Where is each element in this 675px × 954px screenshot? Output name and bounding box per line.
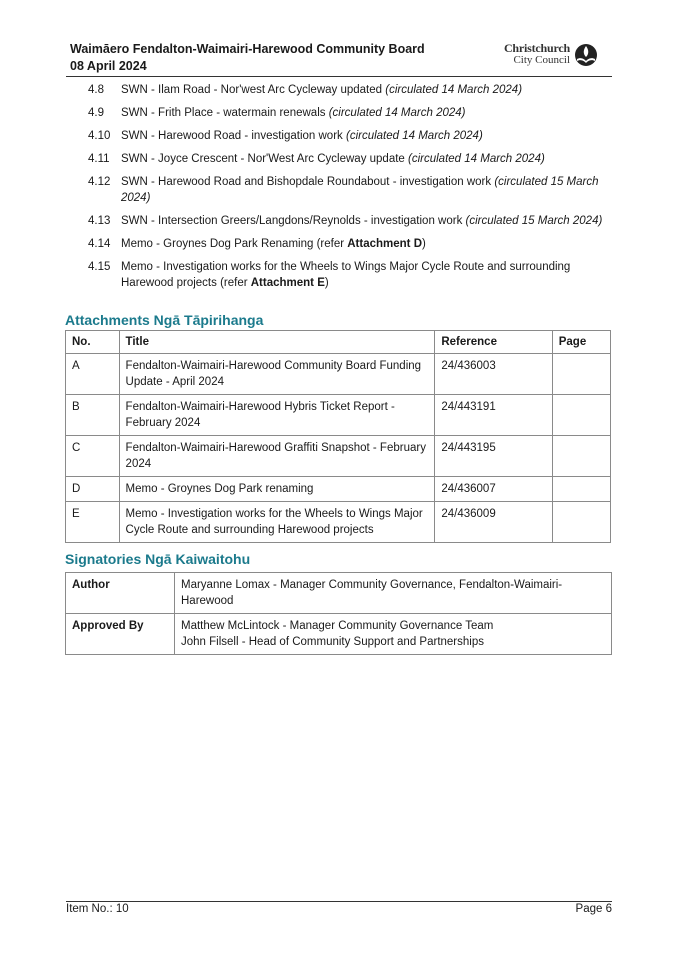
attachment-no: B <box>66 395 120 436</box>
item-number: 4.8 <box>88 84 104 96</box>
item-text <box>121 151 614 167</box>
approver-1: Matthew McLintock - Manager Community Governance Team <box>181 620 494 632</box>
table-row <box>66 395 611 436</box>
list-item <box>88 236 614 252</box>
item-description: Memo - Groynes Dog Park Renaming (refer <box>121 238 348 250</box>
item-text <box>121 82 614 98</box>
item-description: SWN - Joyce Crescent - Nor'West Arc Cycleway update <box>121 153 409 165</box>
item-number: 4.10 <box>88 130 111 142</box>
circulated-date: (circulated 15 March 2024) <box>121 176 599 204</box>
item-description: SWN - Harewood Road - investigation work <box>121 130 346 142</box>
item-description: SWN - Intersection Greers/Langdons/Reynolds - investigation work <box>121 215 466 227</box>
list-item <box>88 128 614 144</box>
approved-by-row <box>66 614 612 655</box>
attachment-title: Fendalton-Waimairi-Harewood Community Board Funding Update - April 2024 <box>119 354 435 395</box>
attachments-heading: Attachments Ngā Tāpirihanga <box>65 312 264 328</box>
signatories-heading: Signatories Ngā Kaiwaitohu <box>65 551 251 567</box>
table-row <box>66 502 611 543</box>
circulated-date: (circulated 14 March 2024) <box>345 130 483 142</box>
list-item <box>88 105 614 121</box>
attachment-page <box>552 477 610 502</box>
table-row <box>66 354 611 395</box>
logo-text-line1: Christchurch <box>503 41 570 55</box>
item-description: SWN - Ilam Road - Nor'west Arc Cycleway updated <box>121 84 386 96</box>
author-label: Author <box>66 573 175 614</box>
col-header-page: Page <box>552 331 610 354</box>
item-description: Memo - Investigation works for the Wheels to Wings Major Cycle Route and surrounding Harewood projects (refer <box>121 261 571 289</box>
col-header-title: Title <box>119 331 435 354</box>
col-header-reference: Reference <box>435 331 552 354</box>
attachment-page <box>552 502 610 543</box>
footer-divider <box>66 901 612 902</box>
logo-text-line2: City Council <box>513 54 570 66</box>
item-number: 4.11 <box>88 153 110 165</box>
list-item <box>88 213 614 229</box>
header-divider <box>66 76 612 77</box>
council-emblem-icon <box>574 43 598 67</box>
attachment-no: D <box>66 477 120 502</box>
item-description: SWN - Harewood Road and Bishopdale Roundabout - investigation work <box>121 176 495 188</box>
item-description: SWN - Frith Place - watermain renewals <box>121 107 329 119</box>
item-tail: ) <box>422 238 426 250</box>
attachment-title: Memo - Groynes Dog Park renaming <box>119 477 435 502</box>
item-number: 4.12 <box>88 176 111 188</box>
attachment-reference: Attachment D <box>347 238 423 250</box>
attachments-table <box>65 330 611 543</box>
attachment-reference: 24/443191 <box>435 395 552 436</box>
table-row <box>66 477 611 502</box>
circulated-date: (circulated 14 March 2024) <box>408 153 545 165</box>
attachment-reference: 24/436003 <box>435 354 552 395</box>
item-number: 4.9 <box>88 107 104 119</box>
col-header-no: No. <box>66 331 120 354</box>
item-text <box>121 105 614 121</box>
approved-by-value <box>175 614 612 655</box>
attachment-title: Memo - Investigation works for the Wheels to Wings Major Cycle Route and surrounding Harewood projects <box>119 502 435 543</box>
circulated-date: (circulated 14 March 2024) <box>328 107 466 119</box>
circulated-date: (circulated 14 March 2024) <box>385 84 523 96</box>
attachment-title: Fendalton-Waimairi-Harewood Graffiti Snapshot - February 2024 <box>119 436 435 477</box>
list-item <box>88 151 614 167</box>
author-row <box>66 573 612 614</box>
attachment-title: Fendalton-Waimairi-Harewood Hybris Ticket Report - February 2024 <box>119 395 435 436</box>
item-number: 4.15 <box>88 261 111 273</box>
meeting-date: 08 April 2024 <box>70 59 147 73</box>
attachment-reference: Attachment E <box>250 277 325 289</box>
attachment-no: A <box>66 354 120 395</box>
item-list <box>88 82 614 298</box>
approver-2: John Filsell - Head of Community Support and Partnerships <box>181 636 484 648</box>
item-text <box>121 259 614 291</box>
attachment-reference: 24/436007 <box>435 477 552 502</box>
list-item <box>88 174 614 206</box>
signatories-table <box>65 572 612 655</box>
item-text <box>121 213 614 229</box>
item-text <box>121 128 614 144</box>
circulated-date: (circulated 15 March 2024) <box>465 215 603 227</box>
footer-item-number: Item No.: 10 <box>66 903 129 915</box>
item-number: 4.14 <box>88 238 111 250</box>
page-header <box>68 41 614 77</box>
footer-page-number: Page 6 <box>575 903 612 915</box>
table-row <box>66 436 611 477</box>
attachment-reference: 24/436009 <box>435 502 552 543</box>
attachment-reference: 24/443195 <box>435 436 552 477</box>
item-tail: ) <box>324 277 329 289</box>
attachment-page <box>552 354 610 395</box>
attachment-page <box>552 436 610 477</box>
attachment-no: C <box>66 436 120 477</box>
item-text <box>121 174 614 206</box>
attachments-header-row <box>66 331 611 354</box>
author-value: Maryanne Lomax - Manager Community Governance, Fendalton-Waimairi-Harewood <box>175 573 612 614</box>
attachment-page <box>552 395 610 436</box>
attachment-no: E <box>66 502 120 543</box>
list-item <box>88 259 614 291</box>
approved-by-label: Approved By <box>66 614 175 655</box>
council-logo <box>494 41 598 69</box>
board-title: Waimāero Fendalton-Waimairi-Harewood Community Board <box>70 42 425 56</box>
item-number: 4.13 <box>88 215 111 227</box>
item-text <box>121 236 614 252</box>
list-item <box>88 82 614 98</box>
